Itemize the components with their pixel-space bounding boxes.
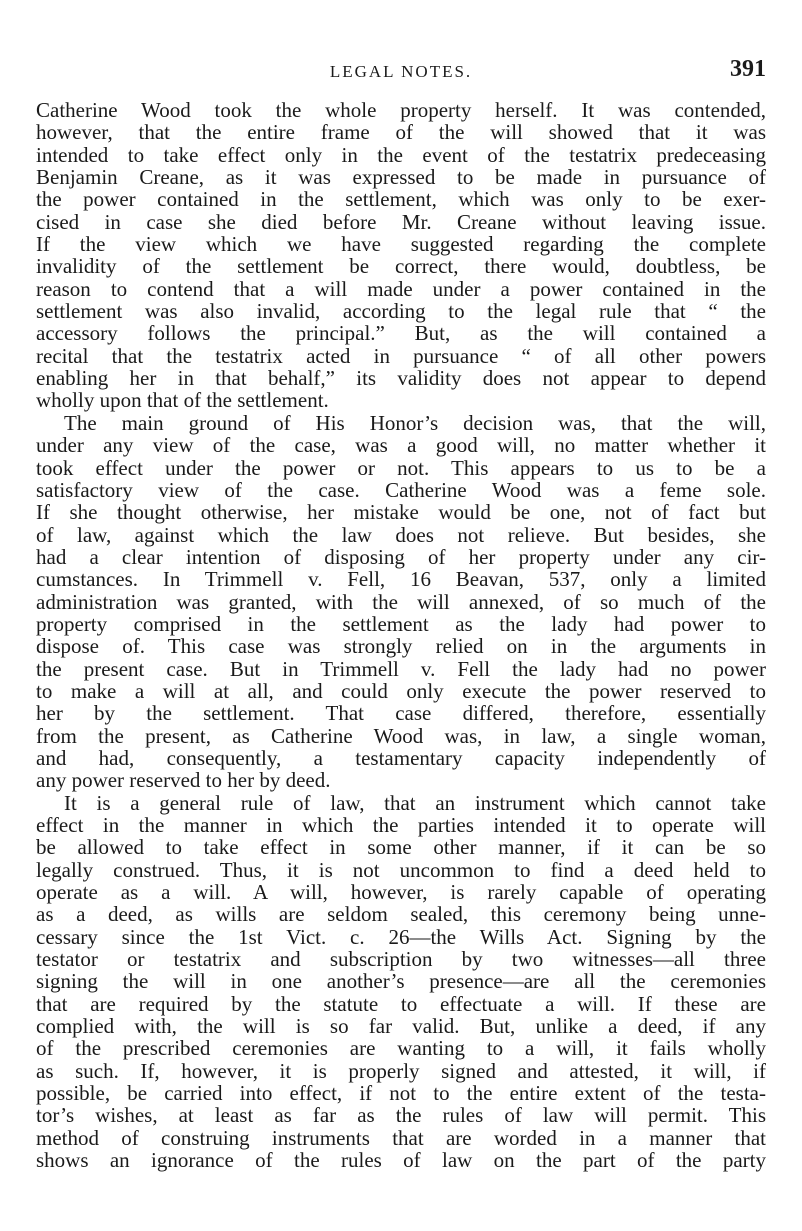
- text-line: of law, against which the law does not relieve. But besides, she: [36, 522, 766, 547]
- text-line: her by the settlement. That case differed, therefore, essentially: [36, 701, 766, 726]
- text-line: be allowed to take effect in some other manner, if it can be so: [36, 835, 766, 860]
- text-line: possible, be carried into effect, if not to the entire extent of the testa-: [36, 1081, 766, 1106]
- body-text: [36, 99, 766, 1172]
- text-line: however, that the entire frame of the will showed that it was: [36, 120, 766, 145]
- text-line: It is a general rule of law, that an instrument which cannot take: [64, 790, 766, 815]
- text-line: cumstances. In Trimmell v. Fell, 16 Beavan, 537, only a limited: [36, 567, 766, 592]
- text-line: The main ground of His Honor’s decision was, that the will,: [64, 410, 766, 435]
- text-line: enabling her in that behalf,” its validity does not appear to depend: [36, 366, 766, 391]
- text-line: testator or testatrix and subscription by two witnesses—all three: [36, 947, 766, 972]
- text-line: under any view of the case, was a good will, no matter whether it: [36, 433, 766, 458]
- text-line: to make a will at all, and could only execute the power reserved to: [36, 678, 766, 703]
- text-line: signing the will in one another’s presence—are all the ceremonies: [36, 969, 766, 994]
- text-line: wholly upon that of the settlement.: [36, 388, 329, 413]
- text-line: dispose of. This case was strongly relied on in the arguments in: [36, 634, 766, 659]
- text-line: intended to take effect only in the event of the testatrix predeceasing: [36, 142, 766, 167]
- text-line: method of construing instruments that are worded in a manner that: [36, 1125, 766, 1150]
- text-line: legally construed. Thus, it is not uncommon to find a deed held to: [36, 857, 766, 882]
- text-line: had a clear intention of disposing of her property under any cir-: [36, 544, 766, 569]
- text-line: the present case. But in Trimmell v. Fell the lady had no power: [36, 656, 766, 681]
- text-line: that are required by the statute to effectuate a will. If these are: [36, 991, 766, 1016]
- text-line: satisfactory view of the case. Catherine Wood was a feme sole.: [36, 477, 766, 502]
- text-line: shows an ignorance of the rules of law on the part of the party: [36, 1148, 766, 1173]
- text-line: from the present, as Catherine Wood was, in law, a single woman,: [36, 723, 766, 748]
- text-line: reason to contend that a will made under a power contained in the: [36, 276, 766, 301]
- text-line: as such. If, however, it is properly signed and attested, it will, if: [36, 1058, 766, 1083]
- text-line: complied with, the will is so far valid. But, unlike a deed, if any: [36, 1014, 766, 1039]
- text-line: settlement was also invalid, according to the legal rule that “ the: [36, 299, 766, 324]
- text-line: Catherine Wood took the whole property herself. It was contended,: [36, 98, 766, 122]
- text-line: operate as a will. A will, however, is rarely capable of operating: [36, 880, 766, 905]
- text-line: took effect under the power or not. This appears to us to be a: [36, 455, 766, 480]
- text-line: the power contained in the settlement, which was only to be exer-: [36, 187, 766, 212]
- text-line: any power reserved to her by deed.: [36, 768, 331, 793]
- running-head: LEGAL NOTES.: [329, 62, 473, 81]
- text-line: of the prescribed ceremonies are wanting to a will, it fails wholly: [36, 1036, 766, 1061]
- text-line: tor’s wishes, at least as far as the rules of law will permit. This: [36, 1103, 766, 1128]
- text-line: If the view which we have suggested regarding the complete: [36, 232, 766, 257]
- page-header: [36, 56, 766, 86]
- text-line: and had, consequently, a testamentary capacity independently of: [36, 745, 766, 770]
- text-line: recital that the testatrix acted in pursuance “ of all other powers: [36, 343, 766, 368]
- text-line: invalidity of the settlement be correct, there would, doubtless, be: [36, 254, 766, 279]
- text-line: Benjamin Creane, as it was expressed to be made in pursuance of: [36, 165, 766, 190]
- text-line: cised in case she died before Mr. Creane without leaving issue.: [36, 209, 766, 234]
- text-line: effect in the manner in which the parties intended it to operate will: [36, 813, 766, 837]
- text-line: administration was granted, with the will annexed, of so much of the: [36, 589, 766, 614]
- text-line: cessary since the 1st Vict. c. 26—the Wills Act. Signing by the: [36, 924, 766, 949]
- page-number: 391: [730, 56, 766, 82]
- text-line: property comprised in the settlement as the lady had power to: [36, 611, 766, 636]
- text-line: accessory follows the principal.” But, as the will contained a: [36, 321, 766, 346]
- text-line: as a deed, as wills are seldom sealed, this ceremony being unne-: [36, 902, 766, 927]
- text-line: If she thought otherwise, her mistake would be one, not of fact but: [36, 500, 766, 525]
